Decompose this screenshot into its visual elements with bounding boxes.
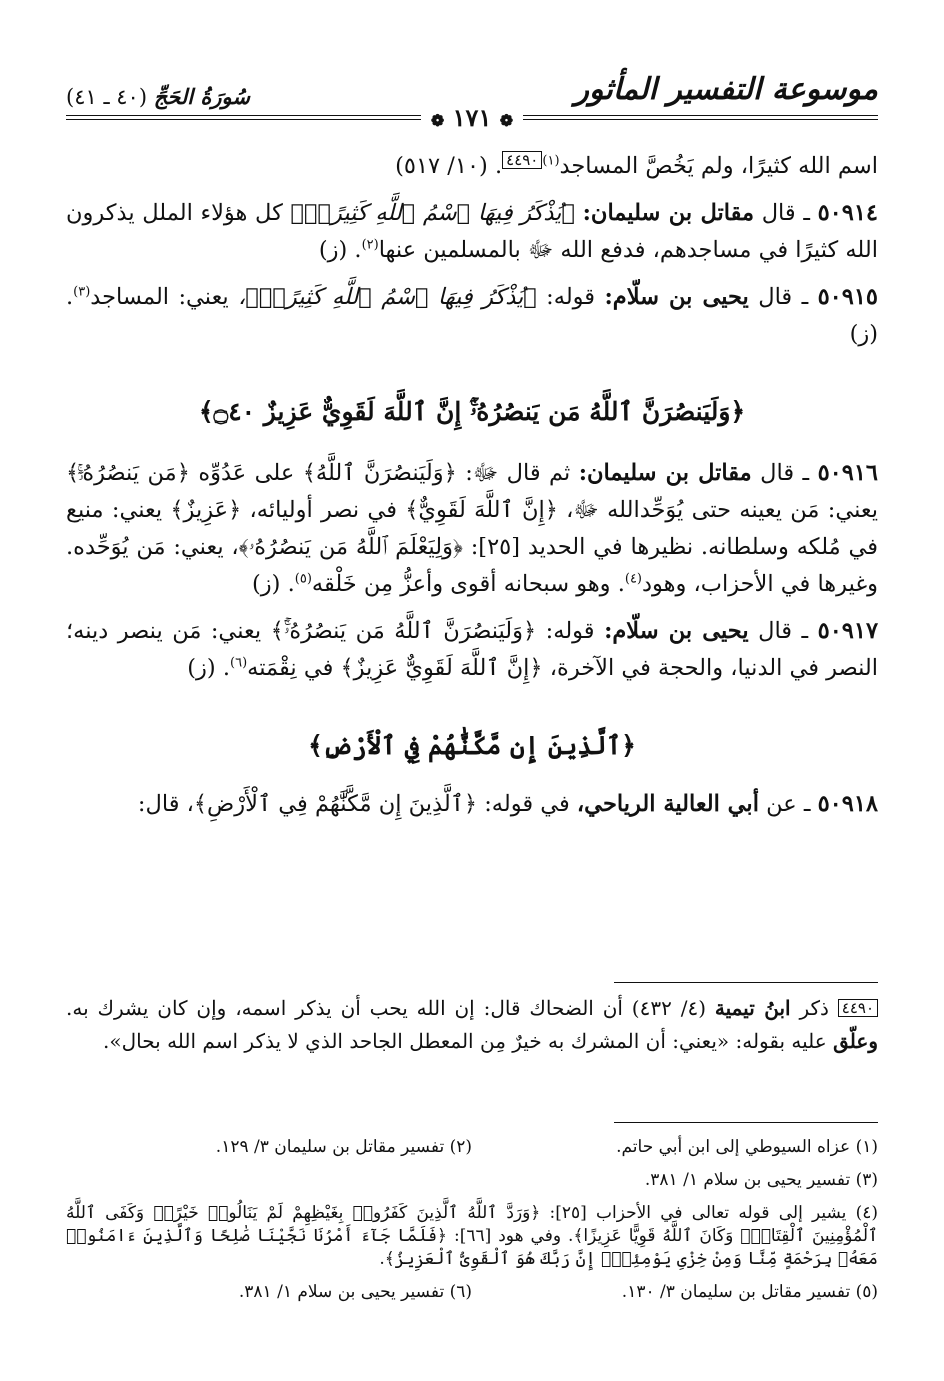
footnote-marker: (٣)	[73, 284, 91, 300]
footnote-marker: (٥)	[294, 571, 312, 587]
comment-separator	[614, 982, 878, 983]
footnote-row	[66, 1281, 878, 1304]
footnote-2: (٢) تفسير مقاتل بن سليمان ٣/ ١٢٩.	[215, 1137, 472, 1157]
footnote-1: (١) عزاه السيوطي إلى ابن أبي حاتم.	[616, 1137, 878, 1157]
comment-ref-box: ٤٤٩٠	[838, 999, 878, 1017]
scholar-name: ابنُ تيمية	[714, 996, 791, 1020]
footnote-row	[66, 1136, 878, 1159]
ornament-icon: ❁	[499, 111, 514, 130]
lead-line: اسم الله كثيرًا، ولم يَخُصَّ المساجد$^{(١)}$٤٤٩٠. (١٠/ ٥١٧)	[395, 151, 878, 179]
entry-50915: ٥٠٩١٥ ـ قال يحيى بن سلّام: قوله: ﴿يُذْكَرُ فِيهَا ٱسْمُ ٱللَّهِ كَثِيرًاۗ﴾، يعني: المساجد$^{(٣)}$. (ز)	[66, 284, 878, 347]
commentary-note: ٤٤٩٠ ذكر ابنُ تيمية (٤/ ٤٣٢) أن الضحاك قال: إن الله يحب أن يذكر اسمه، وإن كان يشرك به. وعلّق عليه بقوله: «يعني: أن المشرك به خيرٌ مِن المعطل الجاحد الذي لا يذكر اسم الله بحال».	[66, 996, 878, 1053]
entry-50914: ٥٠٩١٤ ـ قال مقاتل بن سليمان: ﴿يُذْكَرُ فِيهَا ٱسْمُ ٱللَّهِ كَثِيرًاۗ﴾ كل هؤلاء الملل يذكرون الله كثيرًا في مساجدهم، فدفع الله ﷻ بالمسلمين عنها$^{(٢)}$. (ز)	[66, 200, 878, 263]
footnote-separator	[614, 1122, 878, 1123]
entry-50918: ٥٠٩١٨ ـ عن أبي العالية الرياحي، في قوله: ﴿ٱلَّذِينَ إِن مَّكَّنَّٰهُمْ فِي ٱلْأَرْضِ﴾، قال:	[137, 791, 878, 817]
ornament-icon: ❁	[430, 111, 445, 130]
footnote-4: (٤) يشير إلى قوله تعالى في الأحزاب [٢٥]: ﴿وَرَدَّ ٱللَّهُ ٱلَّذِينَ كَفَرُوا۟ بِغَيْظِهِمْ لَمْ يَنَالُوا۟ خَيْرًاۚ وَكَفَى ٱللَّهُ ٱلْمُؤْمِنِينَ ٱلْقِتَالَۚ وَكَانَ ٱللَّهُ قَوِيًّا عَزِيزًا﴾. وفي هود [٦٦]: ﴿فَلَمَّا جَآءَ أَمْرُنَا نَجَّيْنَا صَٰلِحًا وَٱلَّذِينَ ءَامَنُوا۟ مَعَهُۥ بِرَحْمَةٍ مِّنَّا وَمِنْ خِزْىِ يَوْمِئِذٍۗ إِنَّ رَبَّكَ هُوَ ٱلْقَوِىُّ ٱلْعَزِيزُ﴾.	[66, 1203, 878, 1269]
ayah-range: (٤٠ ـ ٤١)	[66, 85, 148, 109]
entry-50916: ٥٠٩١٦ ـ قال مقاتل بن سليمان: ثم قال ﷻ: ﴿وَلَيَنصُرَنَّ ٱللَّهُ﴾ على عَدُوِّه ﴿مَن يَنصُرُهُۥٓۚ﴾ يعني: مَن يعينه حتى يُوَحِّدالله ﷻ، ﴿إِنَّ ٱللَّهَ لَقَوِيٌّ﴾ في نصر أوليائه، ﴿عَزِيزٌ﴾ يعني: منيع في مُلكه وسلطانه. نظيرها في الحديد [٢٥]: ﴿وَلِيَعْلَمَ ٱللَّهُ مَن يَنصُرُهُۥ﴾، يعني: مَن يُوَحِّده. وغيرها في الأحزاب، وهود$^{(٤)}$. وهو سبحانه أقوى وأعزُّ مِن خَلْقه$^{(٥)}$. (ز)	[66, 460, 879, 597]
footnotes	[66, 1136, 878, 1304]
footnote-marker: (١)	[542, 153, 560, 169]
footnote-5: (٥) تفسير مقاتل بن سليمان ٣/ ١٣٠.	[621, 1282, 878, 1302]
footnote-3: (٣) تفسير يحيى بن سلام ١/ ٣٨١.	[644, 1170, 878, 1190]
book-title: موسوعة التفسير المأثور	[574, 72, 878, 107]
quran-quote: ﴿يُذْكَرُ فِيهَا ٱسْمُ ٱللَّهِ كَثِيرًاۗ﴾	[290, 200, 575, 226]
narrator-name: يحيى بن سلّام:	[604, 618, 749, 644]
footnote-marker: (٦)	[230, 655, 248, 671]
footnote-marker: (٢)	[361, 237, 379, 253]
narrator-name: مقاتل بن سليمان:	[582, 200, 755, 226]
surah-name: سُورَةُ الحَجِّ	[153, 84, 250, 109]
main-text	[66, 148, 878, 823]
footnote-row	[66, 1169, 878, 1192]
footnote-marker: (٤)	[624, 571, 642, 587]
verse-heading-41: ﴿ٱلَّذِينَ إِن مَّكَّنَّٰهُمْ فِي ٱلْأَرْضِ﴾	[308, 731, 636, 760]
page-number-wrap	[0, 103, 944, 132]
verse-heading-40: ﴿وَلَيَنصُرَنَّ ٱللَّهُ مَن يَنصُرُهُۥٓۚ إِنَّ ٱللَّهَ لَقَوِيٌّ عَزِيزٌ ۝٤٠﴾	[198, 397, 746, 426]
narrator-name: يحيى بن سلّام:	[604, 284, 749, 310]
entry-50917: ٥٠٩١٧ ـ قال يحيى بن سلّام: قوله: ﴿وَلَيَنصُرَنَّ ٱللَّهُ مَن يَنصُرُهُۥٓۚ﴾ يعني: مَن ينصر دينه؛ النصر في الدنيا، والحجة في الآخرة، ﴿إِنَّ ٱللَّهَ لَقَوِيٌّ عَزِيزٌ﴾ في نِقْمَته$^{(٦)}$. (ز)	[66, 618, 879, 681]
narrator-name: مقاتل بن سليمان:	[578, 460, 752, 486]
narrator-name: أبي العالية الرياحي،	[576, 791, 759, 817]
comment-ref-box: ٤٤٩٠	[502, 151, 542, 169]
page-number: ❁ ١٧١ ❁	[421, 103, 523, 132]
quran-quote: ﴿يُذْكَرُ فِيهَا ٱسْمُ ٱللَّهِ كَثِيرًاۗ﴾،	[238, 284, 537, 310]
footnote-6: (٦) تفسير يحيى بن سلام ١/ ٣٨١.	[238, 1282, 472, 1302]
